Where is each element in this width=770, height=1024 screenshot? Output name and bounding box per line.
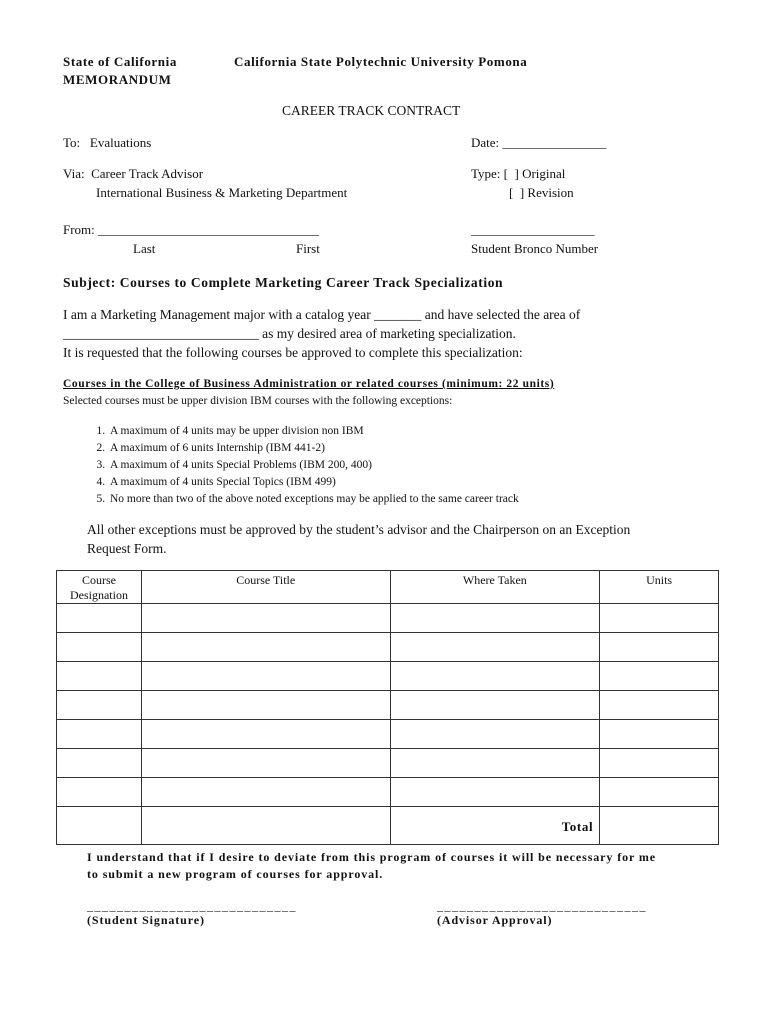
designation-cell[interactable] bbox=[57, 604, 142, 633]
intro-line-3: It is requested that the following courses be approved to complete this specialization: bbox=[63, 345, 523, 360]
title-cell[interactable] bbox=[141, 662, 390, 691]
list-item: 1. A maximum of 4 units may be upper division non IBM bbox=[108, 423, 519, 440]
title-cell[interactable] bbox=[141, 633, 390, 662]
state-label: State of California bbox=[63, 54, 177, 69]
table-row bbox=[57, 778, 719, 807]
intro-line-1: I am a Marketing Management major with a catalog year _______ and have selected the area of bbox=[63, 307, 581, 322]
designation-cell[interactable] bbox=[57, 778, 142, 807]
department-line: International Business & Marketing Department bbox=[96, 185, 348, 200]
other-exceptions-line-2: Request Form. bbox=[87, 541, 167, 556]
where-cell[interactable] bbox=[390, 720, 600, 749]
col-header-designation-line2: Designation bbox=[69, 588, 128, 602]
where-cell[interactable] bbox=[390, 749, 600, 778]
intro-line-2: _____________________________ as my desired area of marketing specialization. bbox=[63, 326, 516, 341]
understand-line-1: I understand that if I desire to deviate from this program of courses it will be necessary for me bbox=[87, 850, 657, 864]
table-row bbox=[57, 691, 719, 720]
list-item: 2. A maximum of 6 units Internship (IBM 441-2) bbox=[108, 440, 519, 457]
date-field[interactable]: Date: ________________ bbox=[471, 135, 607, 150]
other-exceptions-line-1: All other exceptions must be approved by the student’s advisor and the Chairperson on an Exception bbox=[87, 522, 631, 537]
title-cell[interactable] bbox=[141, 720, 390, 749]
table-row bbox=[57, 633, 719, 662]
where-cell[interactable] bbox=[390, 604, 600, 633]
units-cell[interactable] bbox=[600, 662, 719, 691]
designation-cell[interactable] bbox=[57, 691, 142, 720]
bronco-number-field[interactable]: ___________________ bbox=[471, 222, 595, 237]
total-row bbox=[57, 807, 719, 845]
col-header-title: Course Title bbox=[141, 571, 390, 604]
total-blank-cell bbox=[57, 807, 142, 845]
list-item: 4. A maximum of 4 units Special Topics (IBM 499) bbox=[108, 474, 519, 491]
courses-heading: Courses in the College of Business Administration or related courses (minimum: 22 units) bbox=[63, 378, 555, 390]
where-cell[interactable] bbox=[390, 662, 600, 691]
units-cell[interactable] bbox=[600, 720, 719, 749]
type-original-checkbox[interactable]: Type: [ ] Original bbox=[471, 166, 566, 181]
table-header-row bbox=[57, 571, 719, 604]
where-cell[interactable] bbox=[390, 633, 600, 662]
where-cell[interactable] bbox=[390, 691, 600, 720]
courses-table bbox=[56, 570, 719, 845]
title-cell[interactable] bbox=[141, 749, 390, 778]
understand-line-2: to submit a new program of courses for approval. bbox=[87, 867, 384, 881]
total-label: Total bbox=[390, 807, 600, 845]
advisor-approval-line[interactable]: ____________________________ bbox=[437, 899, 647, 913]
courses-subheading: Selected courses must be upper division IBM courses with the following exceptions: bbox=[63, 395, 453, 407]
designation-cell[interactable] bbox=[57, 720, 142, 749]
total-blank-cell bbox=[141, 807, 390, 845]
table-row bbox=[57, 604, 719, 633]
title-cell[interactable] bbox=[141, 691, 390, 720]
designation-cell[interactable] bbox=[57, 662, 142, 691]
units-cell[interactable] bbox=[600, 691, 719, 720]
col-header-designation bbox=[57, 571, 142, 604]
student-signature-label: (Student Signature) bbox=[87, 913, 205, 927]
table-row bbox=[57, 662, 719, 691]
col-header-where: Where Taken bbox=[390, 571, 600, 604]
table-row bbox=[57, 749, 719, 778]
via-line: Via: Career Track Advisor bbox=[63, 166, 204, 181]
from-name-field[interactable]: From: __________________________________ bbox=[63, 222, 320, 237]
col-header-units: Units bbox=[600, 571, 719, 604]
units-cell[interactable] bbox=[600, 633, 719, 662]
subject-line: Subject: Courses to Complete Marketing Career Track Specialization bbox=[63, 275, 504, 290]
title-cell[interactable] bbox=[141, 604, 390, 633]
list-item: 3. A maximum of 4 units Special Problems (IBM 200, 400) bbox=[108, 457, 519, 474]
units-cell[interactable] bbox=[600, 749, 719, 778]
exceptions-list bbox=[64, 423, 519, 508]
last-name-label: Last bbox=[133, 241, 156, 256]
page-title: CAREER TRACK CONTRACT bbox=[282, 103, 461, 118]
university-name: California State Polytechnic University Pomona bbox=[234, 54, 528, 69]
title-cell[interactable] bbox=[141, 778, 390, 807]
units-cell[interactable] bbox=[600, 604, 719, 633]
student-signature-line[interactable]: ____________________________ bbox=[87, 899, 297, 913]
total-units-cell[interactable] bbox=[600, 807, 719, 845]
designation-cell[interactable] bbox=[57, 749, 142, 778]
units-cell[interactable] bbox=[600, 778, 719, 807]
table-row bbox=[57, 720, 719, 749]
list-item: 5. No more than two of the above noted exceptions may be applied to the same career track bbox=[108, 491, 519, 508]
to-line: To: Evaluations bbox=[63, 135, 152, 150]
col-header-designation-line1: Course bbox=[81, 573, 116, 587]
where-cell[interactable] bbox=[390, 778, 600, 807]
designation-cell[interactable] bbox=[57, 633, 142, 662]
advisor-approval-label: (Advisor Approval) bbox=[437, 913, 553, 927]
type-revision-checkbox[interactable]: [ ] Revision bbox=[509, 185, 574, 200]
memorandum-label: MEMORANDUM bbox=[63, 72, 172, 87]
bronco-number-label: Student Bronco Number bbox=[471, 241, 599, 256]
first-name-label: First bbox=[296, 241, 320, 256]
